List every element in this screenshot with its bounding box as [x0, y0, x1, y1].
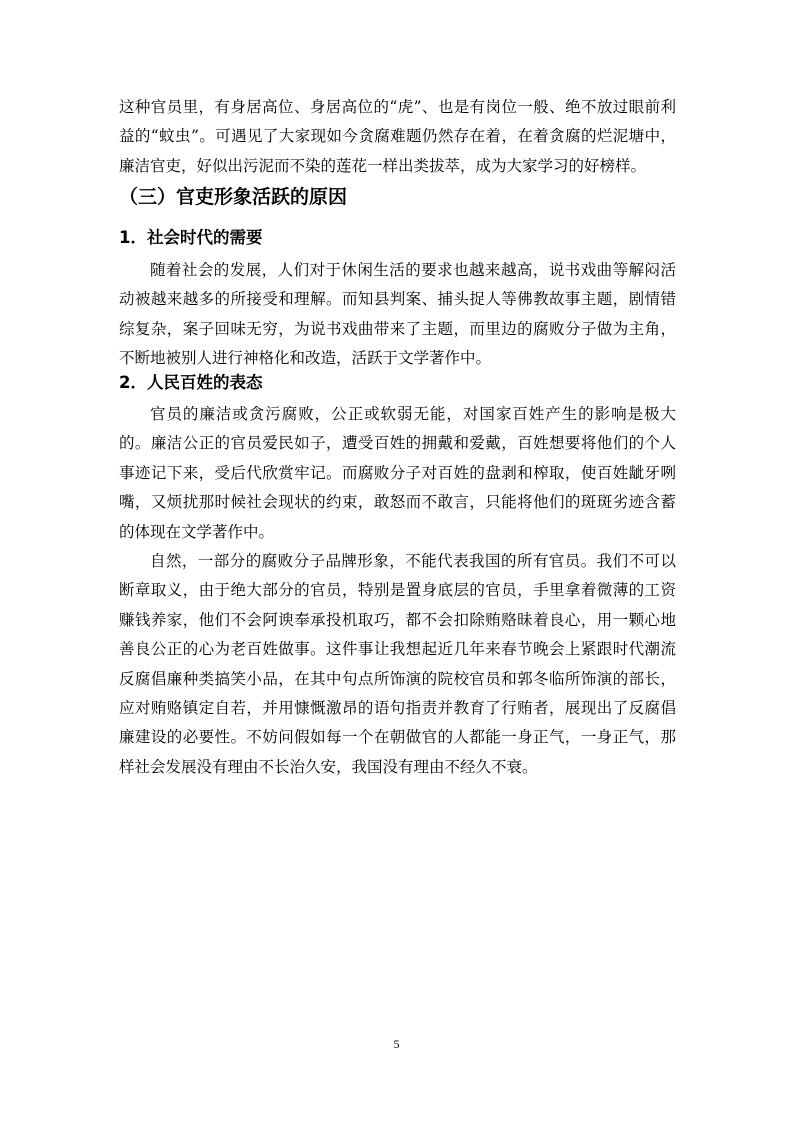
subsection-2-text-block: [119, 400, 676, 782]
section-heading: （三）官吏形象活跃的原因: [119, 186, 348, 208]
subsection-1-heading: 1．社会时代的需要: [119, 228, 263, 247]
subsection-2-heading: 2．人民百姓的表态: [119, 373, 263, 392]
intro-text-block: [119, 93, 676, 181]
subsection-2-paragraph-1: 官员的廉洁或贪污腐败，公正或软弱无能，对国家百姓产生的影响是极大的。廉洁公正的官员爱民如子，遭受百姓的拥戴和爱戴，百姓想要将他们的个人事迹记下来，受后代欣赏牢记。而腐败分子对百姓的盘剥和榨取，使百姓龇牙咧嘴，又烦扰那时候社会现状的约束，敢怒而不敢言，只能将他们的斑斑劣迹含蓄的体现在文学著作中。: [119, 405, 676, 541]
page-number: 5: [393, 1037, 400, 1051]
subsection-1-text-block: [119, 256, 676, 374]
subsection-2-paragraph-2: 自然，一部分的腐败分子品牌形象，不能代表我国的所有官员。我们不可以断章取义，由于绝大部分的官员，特别是置身底层的官员，手里拿着微薄的工资赚钱养家，他们不会阿谀奉承投机取巧，都不会扣除贿赂昧着良心，用一颗心地善良公正的心为老百姓做事。这件事让我想起近几年来春节晚会上紧跟时代潮流反腐倡廉种类搞笑小品，在其中句点所饰演的院校官员和郭冬临所饰演的部长，应对贿赂镇定自若，并用慷慨激昂的语句指责并教育了行贿者，展现出了反腐倡廉建设的必要性。不妨问假如每一个在朝做官的人都能一身正气，一身正气，那样社会发展没有理由不长治久安，我国没有理由不经久不衰。: [119, 552, 676, 776]
subsection-1-paragraph: 随着社会的发展，人们对于休闲生活的要求也越来越高，说书戏曲等解闷活动被越来越多的所接受和理解。而知县判案、捕头捉人等佛教故事主题，剧情错综复杂，案子回味无穷，为说书戏曲带来了主题，而里边的腐败分子做为主角，不断地被别人进行神格化和改造，活跃于文学著作中。: [119, 261, 676, 368]
intro-paragraph: 这种官员里，有身居高位、身居高位的“虎”、也是有岗位一般、绝不放过眼前利益的“蚊虫”。可遇见了大家现如今贪腐难题仍然存在着，在着贪腐的烂泥塘中，廉洁官吏，好似出污泥而不染的莲花一样出类拔萃，成为大家学习的好榜样。: [119, 98, 676, 175]
